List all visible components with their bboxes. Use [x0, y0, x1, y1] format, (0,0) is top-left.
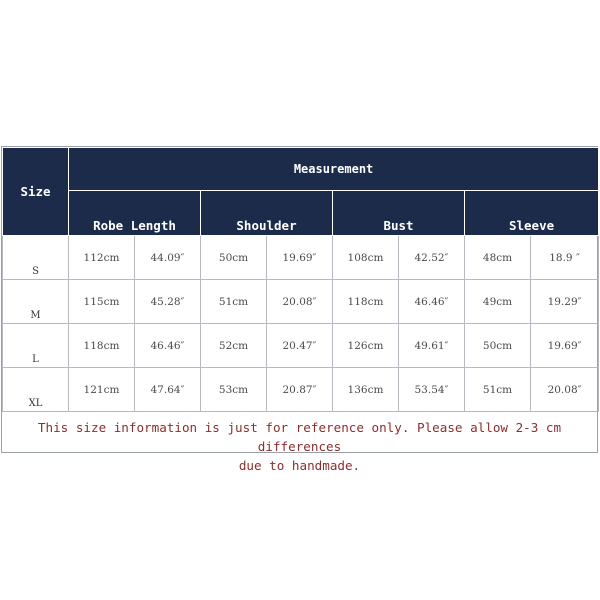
table-cell: 20.08″ [267, 280, 333, 324]
table-cell: 49cm [465, 280, 531, 324]
table-cell: 20.87″ [267, 368, 333, 412]
header-row-columns [3, 191, 599, 236]
size-table [2, 147, 599, 412]
table-cell: 53.54″ [399, 368, 465, 412]
table-cell: 47.64″ [135, 368, 201, 412]
table-cell: 20.47″ [267, 324, 333, 368]
table-cell: 136cm [333, 368, 399, 412]
table-cell: 53cm [201, 368, 267, 412]
reference-note-line-2: due to handmade. [238, 458, 361, 473]
column-header-sleeve: Sleeve [465, 191, 599, 236]
table-cell: 42.52″ [399, 236, 465, 280]
table-cell: 50cm [201, 236, 267, 280]
column-header-robe-length: Robe Length [69, 191, 201, 236]
size-label: XL [3, 368, 69, 412]
table-cell: 46.46″ [135, 324, 201, 368]
table-cell: 20.08″ [531, 368, 599, 412]
size-label: S [3, 236, 69, 280]
size-label: M [3, 280, 69, 324]
table-cell: 108cm [333, 236, 399, 280]
table-cell: 118cm [69, 324, 135, 368]
table-row [3, 280, 599, 324]
table-cell: 19.29″ [531, 280, 599, 324]
table-cell: 112cm [69, 236, 135, 280]
table-cell: 51cm [201, 280, 267, 324]
table-cell: 49.61″ [399, 324, 465, 368]
table-cell: 48cm [465, 236, 531, 280]
header-row-top [3, 148, 599, 191]
table-cell: 51cm [465, 368, 531, 412]
table-cell: 115cm [69, 280, 135, 324]
table-cell: 52cm [201, 324, 267, 368]
reference-note [2, 412, 597, 475]
table-cell: 18.9 ″ [531, 236, 599, 280]
table-cell: 45.28″ [135, 280, 201, 324]
column-header-shoulder: Shoulder [201, 191, 333, 236]
size-chart [1, 146, 598, 473]
table-cell: 46.46″ [399, 280, 465, 324]
measurement-header: Measurement [69, 148, 599, 191]
size-header: Size [3, 148, 69, 236]
size-label: L [3, 324, 69, 368]
column-header-bust: Bust [333, 191, 465, 236]
table-row [3, 236, 599, 280]
table-cell: 44.09″ [135, 236, 201, 280]
table-row [3, 324, 599, 368]
table-row [3, 368, 599, 412]
table-cell: 19.69″ [267, 236, 333, 280]
reference-note-line-1: This size information is just for reference only. Please allow 2-3 cm differences [37, 420, 562, 454]
table-cell: 19.69″ [531, 324, 599, 368]
table-cell: 121cm [69, 368, 135, 412]
table-cell: 50cm [465, 324, 531, 368]
table-cell: 126cm [333, 324, 399, 368]
table-cell: 118cm [333, 280, 399, 324]
